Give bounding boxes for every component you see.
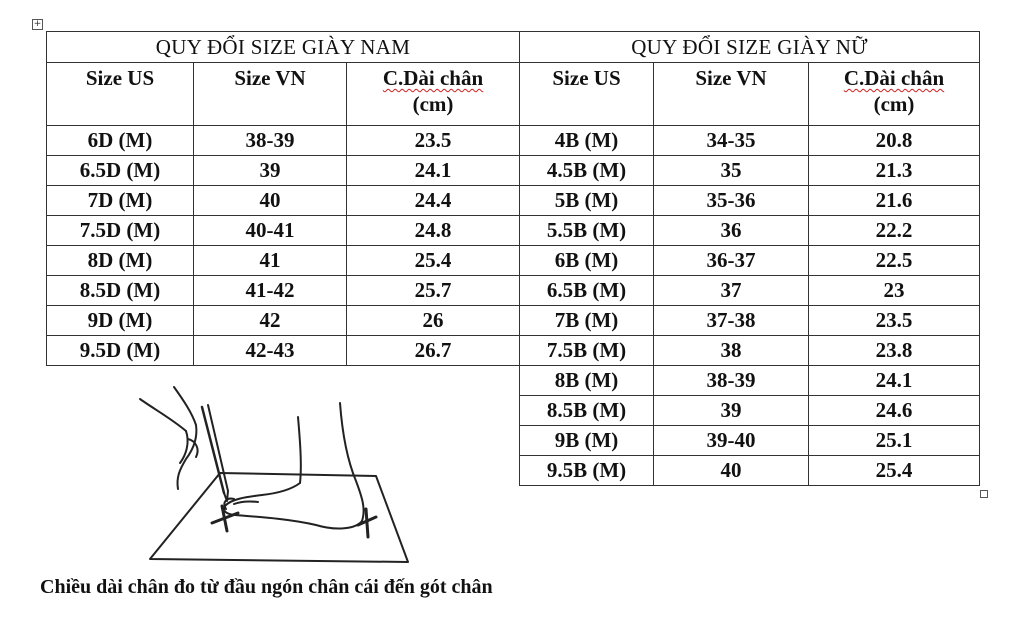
size-vn-cell: 39-40 bbox=[654, 426, 809, 456]
size-us-cell: 6.5D (M) bbox=[47, 156, 194, 186]
size-vn-cell: 35 bbox=[654, 156, 809, 186]
table-row bbox=[47, 186, 520, 216]
foot-length-cell: 22.5 bbox=[809, 246, 980, 276]
table-row bbox=[520, 126, 980, 156]
foot-length-cell: 23.5 bbox=[809, 306, 980, 336]
size-vn-cell: 40-41 bbox=[194, 216, 347, 246]
size-vn-cell: 34-35 bbox=[654, 126, 809, 156]
size-vn-cell: 40 bbox=[654, 456, 809, 486]
size-us-cell: 8B (M) bbox=[520, 366, 654, 396]
men-header-foot-length bbox=[347, 63, 520, 126]
table-row bbox=[47, 126, 520, 156]
table-row bbox=[520, 186, 980, 216]
size-us-cell: 6.5B (M) bbox=[520, 276, 654, 306]
size-vn-cell: 39 bbox=[194, 156, 347, 186]
size-us-cell: 9B (M) bbox=[520, 426, 654, 456]
table-row bbox=[47, 156, 520, 186]
size-us-cell: 8.5D (M) bbox=[47, 276, 194, 306]
table-row bbox=[47, 336, 520, 366]
table-row bbox=[520, 366, 980, 396]
table-row bbox=[47, 276, 520, 306]
foot-length-cell: 26 bbox=[347, 306, 520, 336]
table-row bbox=[520, 396, 980, 426]
foot-length-cell: 25.1 bbox=[809, 426, 980, 456]
foot-length-cell: 21.6 bbox=[809, 186, 980, 216]
size-us-cell: 8.5B (M) bbox=[520, 396, 654, 426]
size-vn-cell: 38 bbox=[654, 336, 809, 366]
size-vn-cell: 36 bbox=[654, 216, 809, 246]
size-us-cell: 5.5B (M) bbox=[520, 216, 654, 246]
foot-length-cell: 24.1 bbox=[347, 156, 520, 186]
size-us-cell: 6B (M) bbox=[520, 246, 654, 276]
table-row bbox=[520, 246, 980, 276]
size-us-cell: 4B (M) bbox=[520, 126, 654, 156]
foot-length-cell: 24.1 bbox=[809, 366, 980, 396]
measurement-caption: Chiều dài chân đo từ đầu ngón chân cái đến gót chân bbox=[40, 576, 493, 598]
size-us-cell: 7D (M) bbox=[47, 186, 194, 216]
size-vn-cell: 42-43 bbox=[194, 336, 347, 366]
size-vn-cell: 39 bbox=[654, 396, 809, 426]
foot-length-cell: 21.3 bbox=[809, 156, 980, 186]
women-header-size-vn: Size VN bbox=[654, 63, 809, 126]
foot-length-cell: 22.2 bbox=[809, 216, 980, 246]
size-vn-cell: 38-39 bbox=[654, 366, 809, 396]
size-vn-cell: 36-37 bbox=[654, 246, 809, 276]
size-vn-cell: 35-36 bbox=[654, 186, 809, 216]
size-us-cell: 5B (M) bbox=[520, 186, 654, 216]
size-us-cell: 8D (M) bbox=[47, 246, 194, 276]
foot-length-cell: 23.8 bbox=[809, 336, 980, 366]
table-row bbox=[47, 306, 520, 336]
size-us-cell: 7.5D (M) bbox=[47, 216, 194, 246]
foot-length-cell: 25.7 bbox=[347, 276, 520, 306]
women-header-size-us: Size US bbox=[520, 63, 654, 126]
women-header-foot-length bbox=[809, 63, 980, 126]
table-row bbox=[520, 426, 980, 456]
table-move-icon[interactable]: + bbox=[33, 19, 42, 29]
size-vn-cell: 42 bbox=[194, 306, 347, 336]
table-row bbox=[520, 276, 980, 306]
men-table-title: QUY ĐỔI SIZE GIÀY NAM bbox=[47, 32, 520, 63]
size-us-cell: 6D (M) bbox=[47, 126, 194, 156]
women-header-length-label: C.Dài chân bbox=[843, 66, 945, 90]
table-row bbox=[520, 306, 980, 336]
foot-length-cell: 23 bbox=[809, 276, 980, 306]
size-us-cell: 9.5B (M) bbox=[520, 456, 654, 486]
foot-measuring-icon bbox=[130, 385, 420, 565]
men-header-length-unit: (cm) bbox=[412, 92, 454, 116]
size-vn-cell: 37-38 bbox=[654, 306, 809, 336]
foot-length-cell: 24.6 bbox=[809, 396, 980, 426]
size-vn-cell: 38-39 bbox=[194, 126, 347, 156]
size-vn-cell: 40 bbox=[194, 186, 347, 216]
men-size-table bbox=[46, 31, 520, 366]
women-table-title: QUY ĐỔI SIZE GIÀY NỮ bbox=[520, 32, 980, 63]
foot-length-cell: 24.4 bbox=[347, 186, 520, 216]
women-header-length-unit: (cm) bbox=[873, 92, 915, 116]
men-header-size-us: Size US bbox=[47, 63, 194, 126]
size-us-cell: 9.5D (M) bbox=[47, 336, 194, 366]
table-row bbox=[47, 216, 520, 246]
men-header-size-vn: Size VN bbox=[194, 63, 347, 126]
foot-length-cell: 20.8 bbox=[809, 126, 980, 156]
foot-length-cell: 23.5 bbox=[347, 126, 520, 156]
table-row bbox=[520, 336, 980, 366]
size-us-cell: 9D (M) bbox=[47, 306, 194, 336]
size-vn-cell: 41 bbox=[194, 246, 347, 276]
foot-length-cell: 25.4 bbox=[347, 246, 520, 276]
foot-length-cell: 26.7 bbox=[347, 336, 520, 366]
size-vn-cell: 41-42 bbox=[194, 276, 347, 306]
table-row bbox=[520, 156, 980, 186]
foot-length-cell: 24.8 bbox=[347, 216, 520, 246]
foot-length-cell: 25.4 bbox=[809, 456, 980, 486]
table-row bbox=[520, 456, 980, 486]
table-row bbox=[47, 246, 520, 276]
size-us-cell: 7B (M) bbox=[520, 306, 654, 336]
size-us-cell: 7.5B (M) bbox=[520, 336, 654, 366]
size-us-cell: 4.5B (M) bbox=[520, 156, 654, 186]
table-resize-icon[interactable] bbox=[980, 490, 988, 498]
table-row bbox=[520, 216, 980, 246]
size-vn-cell: 37 bbox=[654, 276, 809, 306]
women-size-table bbox=[519, 31, 980, 486]
men-header-length-label: C.Dài chân bbox=[382, 66, 484, 90]
